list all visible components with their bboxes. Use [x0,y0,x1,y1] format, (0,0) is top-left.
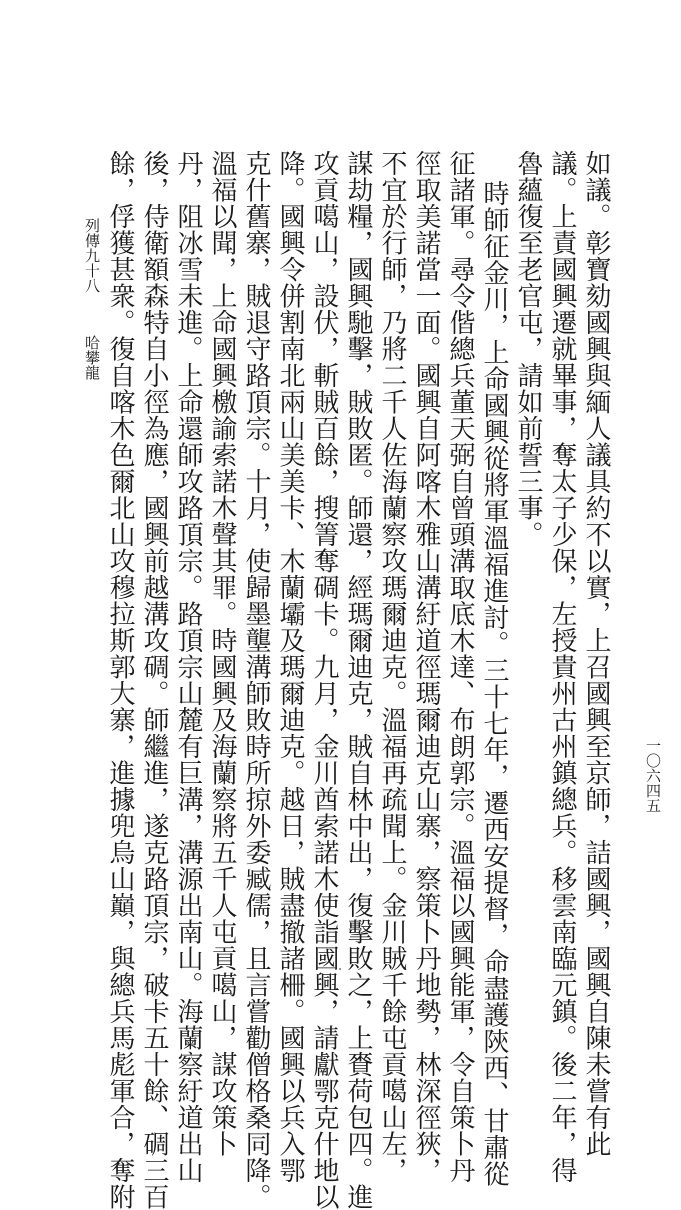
text-column-12: 溫福以聞，上命國興檄諭索諾木聲其罪。時國興及海蘭察將五千人屯貢噶山，謀攻策卜 [207,150,237,1157]
text-column-8: 謀劫糧，國興馳擊，賊敗匿。師還，經瑪爾迪克，賊自林中出，復擊敗之，上賚荷包四。進 [343,150,373,1210]
text-column-11: 克什舊寨，賊退守路頂宗。十月，使歸墨壟溝師敗時所掠外委臧儒，且言嘗勸僧格桑同降。 [241,150,271,1210]
text-column-7: 不宜於行師，乃將二千人佐海蘭察攻瑪爾迪克。溫福再疏聞上。金川賊千餘屯貢噶山左， [377,150,407,1184]
text-column-10: 降。國興令併割南北兩山美美卡、木蘭壩及瑪爾迪克。越日，賊盡撤諸柵。國興以兵入鄂 [275,150,305,1184]
text-column-4: 時師征金川，上命國興從將軍溫福進討。三十七年，遷西安提督，命盡護陝西、甘肅從 [479,180,509,1187]
text-column-9: 攻貢噶山，設伏，斬賊百餘，搜箐奪碉卡。九月，金川酋索諾木使詣國興，請獻鄂克什地以 [309,150,339,1210]
text-column-1: 如議。彰寶劾國興與緬人議具約不以實，上召國興至京師，詰國興，國興自陳未嘗有此 [581,150,611,1157]
text-column-3: 魯蘊復至老官屯，請如前誓三事。 [513,150,543,548]
scan-speck [339,968,341,970]
page-number: 一〇六四五 [644,738,662,813]
text-column-5: 征諸軍。尋令偕總兵董天弼自曾頭溝取底木達、布朗郭宗。溫福以國興能軍，令自策卜丹 [445,150,475,1184]
header-volume: 列傳九十八 [83,218,101,293]
text-column-13: 丹，阻冰雪未進。上命還師攻路頂宗。路頂宗山麓有巨溝，溝源出南山。海蘭察紆道出山 [173,150,203,1184]
text-column-6: 徑取美諾當一面。國興自阿喀木雅山溝紆道徑瑪爾迪克山寨，察策卜丹地勢，林深徑狹， [411,150,441,1184]
header-subject: 哈攀龍 [83,335,101,380]
text-column-2: 議。上責國興遷就畢事，奪太子少保，左授貴州古州鎮總兵。移雲南臨元鎮。後二年，得 [547,150,577,1184]
running-header [83,218,101,380]
text-column-15: 餘，俘獲甚衆。復自喀木色爾北山攻穆拉斯郭大寨，進據兜烏山巔，與總兵馬彪軍合，奪附 [105,150,135,1210]
text-column-14: 後，侍衛額森特自小徑為應，國興前越溝攻碉。師繼進，遂克路頂宗，破卡五十餘、碉三百 [139,150,169,1210]
